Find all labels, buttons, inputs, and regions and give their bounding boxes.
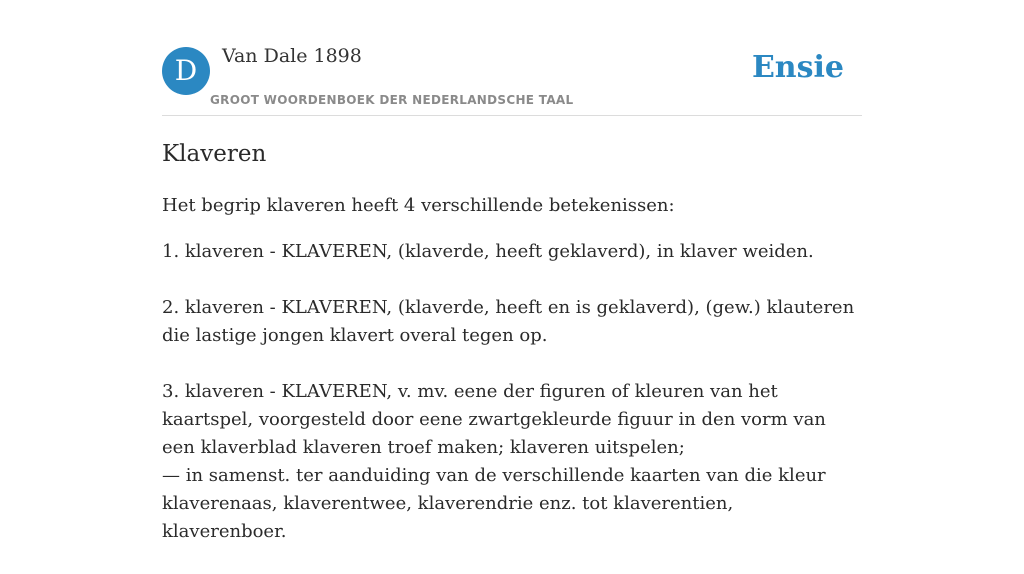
definition-line: 1. klaveren - KLAVEREN, (klaverde, heeft geklaverd), in klaver weiden. [162,241,814,262]
definition-line: 3. klaveren - KLAVEREN, v. mv. eene der figuren of kleuren van het kaartspel, voorgesteld door eene zwartgekleurde figuur in den vorm van een klaverblad klaveren troef maken; klaveren uitspelen; [162,381,826,458]
definition-1 [162,238,862,266]
definition-line: — in samenst. ter aanduiding van de verschillende kaarten van die kleur klaverenaas, klaverentwee, klaverendrie enz. tot klaverentien, klaverenboer. [162,465,826,542]
entry-term: Klaveren [162,141,267,167]
entry-content [162,138,862,574]
definition-3 [162,378,862,546]
definition-2 [162,294,862,350]
entry-intro: Het begrip klaveren heeft 4 verschillende betekenissen: [162,195,675,216]
dictionary-subtitle: GROOT WOORDENBOEK DER NEDERLANDSCHE TAAL [210,93,574,107]
definition-line: 2. klaveren - KLAVEREN, (klaverde, heeft en is geklaverd), (gew.) klauteren die lastige jongen klavert overal tegen op. [162,297,855,346]
dictionary-title[interactable]: Van Dale 1898 [222,45,362,67]
dictionary-logo[interactable]: D [162,47,210,95]
ensie-logo[interactable]: Ensie [751,50,844,85]
dictionary-header [162,0,862,116]
